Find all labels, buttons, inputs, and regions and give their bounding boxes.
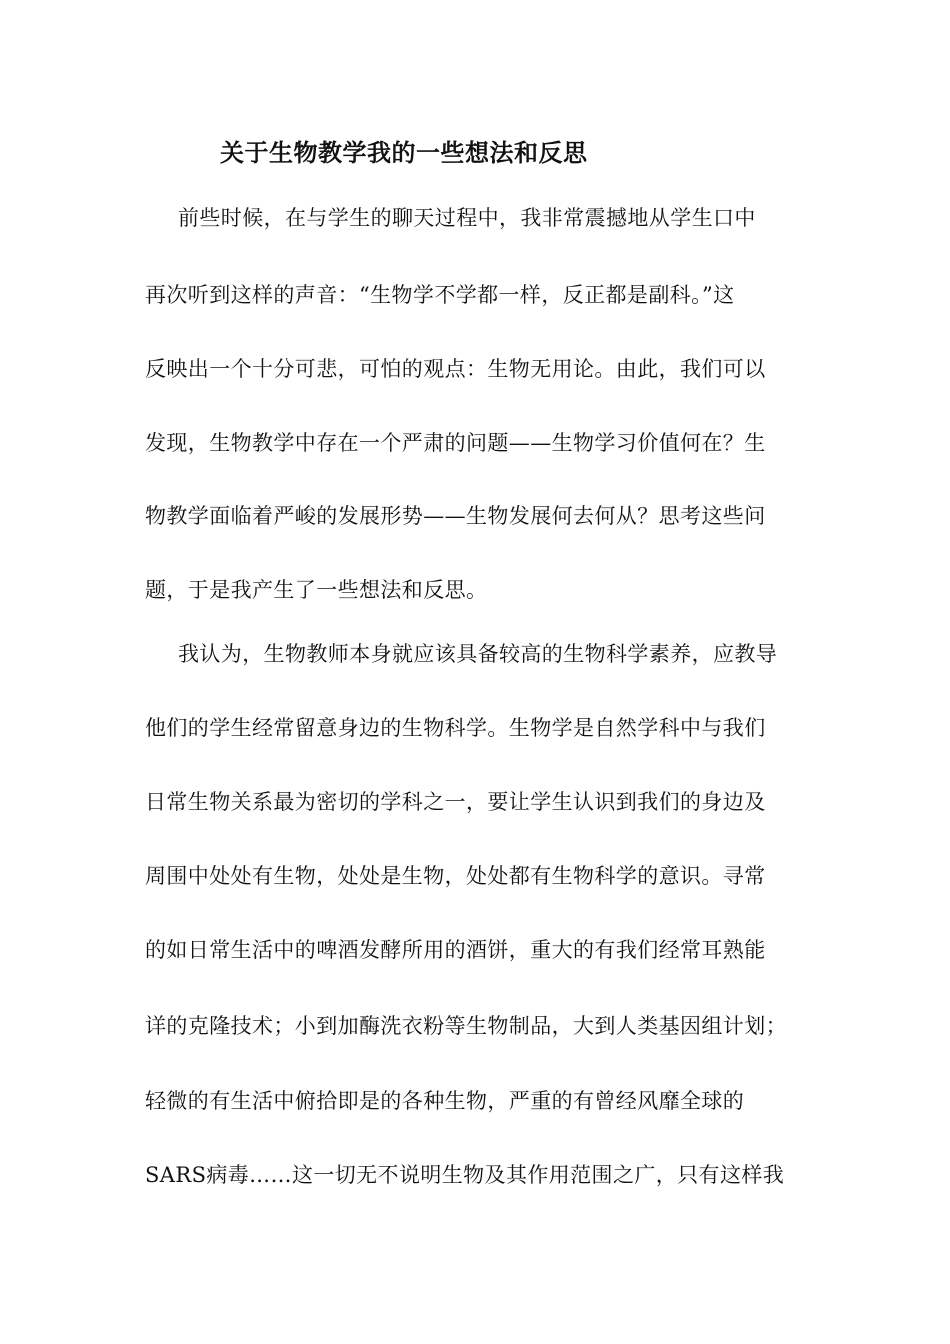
paragraph-1-line-3: 反映出一个十分可悲，可怕的观点：生物无用论。由此，我们可以 xyxy=(145,357,766,381)
paragraph-1-line-4: 发现，生物教学中存在一个严肃的问题——生物学习价值何在？生 xyxy=(145,431,766,455)
document-title: 关于生物教学我的一些想法和反思 xyxy=(220,138,588,167)
paragraph-1-line-2: 再次听到这样的声音：“生物学不学都一样，反正都是副科。”这 xyxy=(145,283,735,307)
paragraph-2-line-1: 我认为，生物教师本身就应该具备较高的生物科学素养，应教导 xyxy=(178,642,778,666)
paragraph-2-line-3: 日常生物关系最为密切的学科之一，要让学生认识到我们的身边及 xyxy=(145,790,766,814)
paragraph-2-line-8: SARS病毒……这一切无不说明生物及其作用范围之广，只有这样我 xyxy=(145,1163,785,1187)
paragraph-1-line-5: 物教学面临着严峻的发展形势——生物发展何去何从？思考这些问 xyxy=(145,504,766,528)
paragraph-2-line-4: 周围中处处有生物，处处是生物，处处都有生物科学的意识。寻常 xyxy=(145,864,766,888)
paragraph-1-line-1: 前些时候，在与学生的聊天过程中，我非常震撼地从学生口中 xyxy=(178,206,756,230)
paragraph-2-line-7: 轻微的有生活中俯拾即是的各种生物，严重的有曾经风靡全球的 xyxy=(145,1089,745,1113)
paragraph-1-line-6: 题，于是我产生了一些想法和反思。 xyxy=(145,578,488,602)
paragraph-2-line-5: 的如日常生活中的啤酒发酵所用的酒饼，重大的有我们经常耳熟能 xyxy=(145,938,766,962)
paragraph-2-line-2: 他们的学生经常留意身边的生物科学。生物学是自然学科中与我们 xyxy=(145,716,766,740)
paragraph-2-line-6: 详的克隆技术；小到加酶洗衣粉等生物制品，大到人类基因组计划； xyxy=(145,1014,787,1038)
